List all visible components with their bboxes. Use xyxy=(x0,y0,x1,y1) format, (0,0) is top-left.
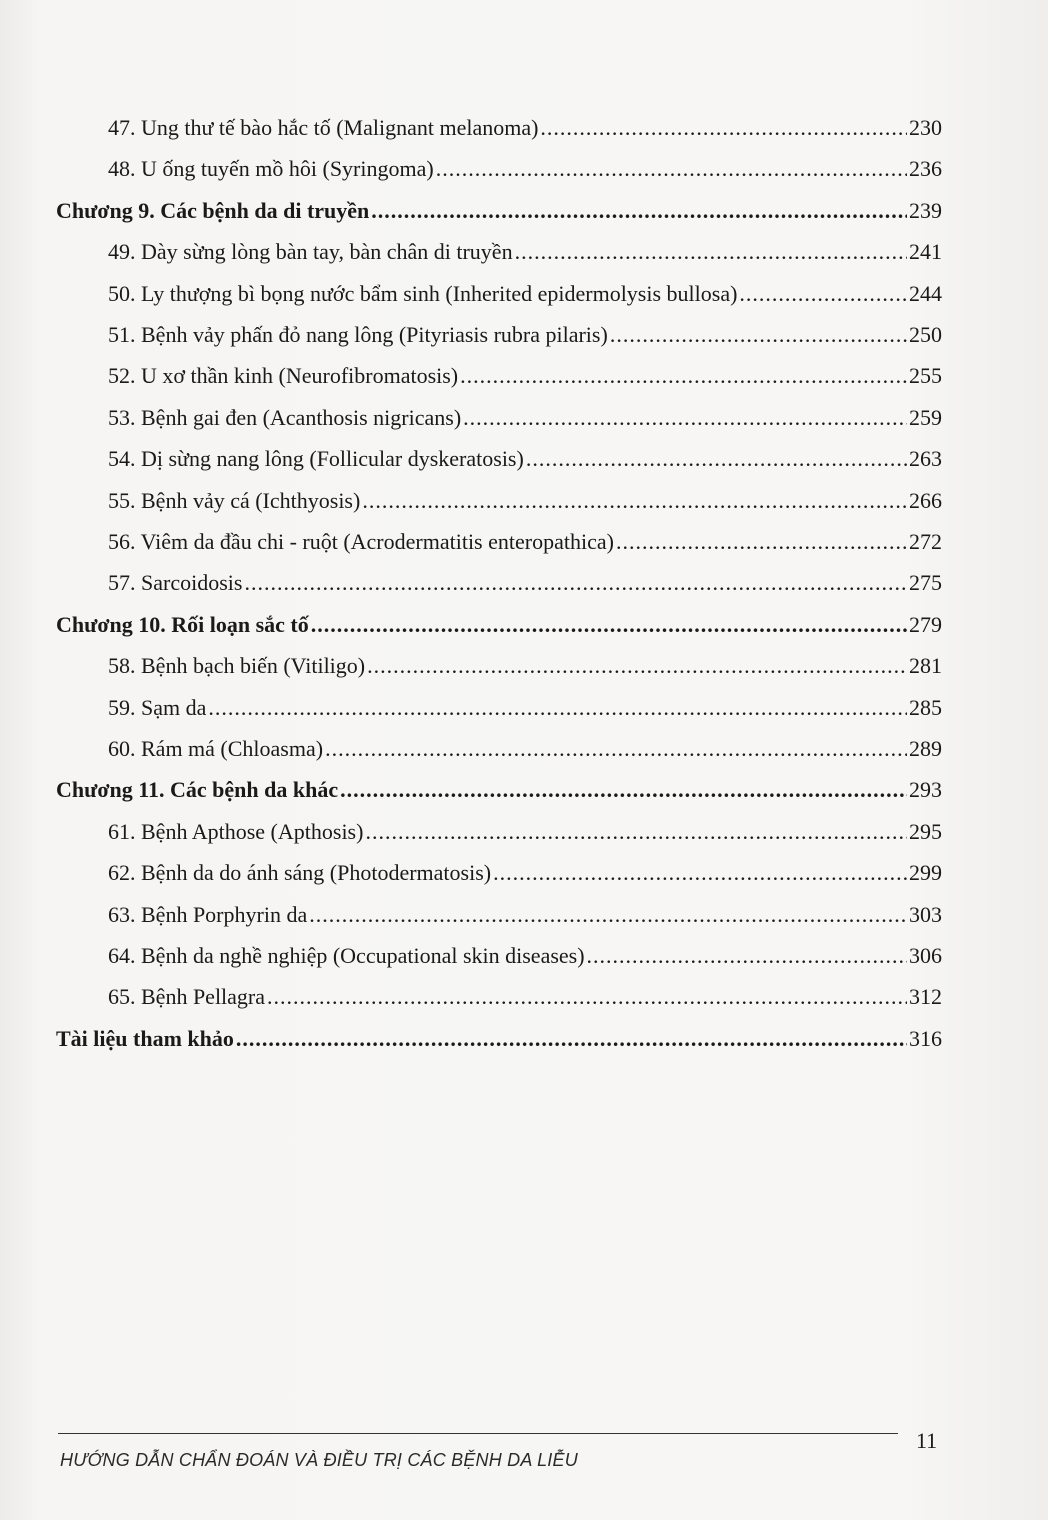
toc-entry xyxy=(108,155,942,183)
toc-entry xyxy=(108,445,942,473)
toc-entry-page: 295 xyxy=(909,819,942,844)
dot-leader xyxy=(236,1025,907,1053)
toc-entry-page: 293 xyxy=(909,777,942,802)
dot-leader xyxy=(208,694,907,722)
toc-entry-title: 52. U xơ thần kinh (Neurofibromatosis) xyxy=(108,363,459,388)
dot-leader xyxy=(436,155,907,183)
toc-entry-title: 60. Rám má (Chloasma) xyxy=(108,736,324,761)
dot-leader xyxy=(367,652,907,680)
toc-entry xyxy=(108,983,942,1011)
toc-entry-title: Chương 11. Các bệnh da khác xyxy=(56,777,339,802)
toc-entry-title: 59. Sạm da xyxy=(108,695,207,720)
dot-leader xyxy=(493,859,907,887)
dot-leader xyxy=(610,321,907,349)
toc-entry xyxy=(108,404,942,432)
toc-entry-page: 244 xyxy=(909,281,942,306)
dot-leader xyxy=(340,776,907,804)
toc-entry-title: Chương 9. Các bệnh da di truyền xyxy=(56,198,370,223)
toc-entry xyxy=(108,735,942,763)
dot-leader xyxy=(371,197,907,225)
dot-leader xyxy=(515,238,907,266)
toc-entry xyxy=(108,652,942,680)
toc-entry-page: 259 xyxy=(909,405,942,430)
toc-entry-page: 303 xyxy=(909,902,942,927)
toc-entry-page: 312 xyxy=(909,984,942,1009)
toc-entry xyxy=(108,321,942,349)
toc-entry-title: 63. Bệnh Porphyrin da xyxy=(108,902,308,927)
toc-entry xyxy=(108,818,942,846)
toc-entry-title: 53. Bệnh gai đen (Acanthosis nigricans) xyxy=(108,405,462,430)
toc-entry-title: Chương 10. Rối loạn sắc tố xyxy=(56,612,309,637)
dot-leader xyxy=(739,280,907,308)
toc-entry-page: 230 xyxy=(909,115,942,140)
toc-chapter-entry xyxy=(56,1025,942,1053)
dot-leader xyxy=(244,569,907,597)
toc-entry-page: 241 xyxy=(909,239,942,264)
dot-leader xyxy=(362,487,907,515)
toc-entry-page: 279 xyxy=(909,612,942,637)
toc-entry-page: 255 xyxy=(909,363,942,388)
toc-entry-page: 281 xyxy=(909,653,942,678)
dot-leader xyxy=(309,901,907,929)
toc-entry-title: 64. Bệnh da nghề nghiệp (Occupational skin diseases) xyxy=(108,943,585,968)
toc-entry-page: 306 xyxy=(909,943,942,968)
page-number: 11 xyxy=(916,1428,938,1453)
toc-entry-page: 316 xyxy=(909,1026,942,1051)
toc-entry-title: 65. Bệnh Pellagra xyxy=(108,984,266,1009)
toc-entry-page: 250 xyxy=(909,322,942,347)
toc-entry-title: 51. Bệnh vảy phấn đỏ nang lông (Pityriasis rubra pilaris) xyxy=(108,322,608,347)
toc-entry-title: 62. Bệnh da do ánh sáng (Photodermatosis) xyxy=(108,860,492,885)
dot-leader xyxy=(311,611,907,639)
toc-entry-title: 56. Viêm da đầu chi - ruột (Acrodermatitis enteropathica) xyxy=(108,529,614,554)
toc-entry-title: 54. Dị sừng nang lông (Follicular dyskeratosis) xyxy=(108,446,524,471)
toc-entry-page: 263 xyxy=(909,446,942,471)
dot-leader xyxy=(463,404,907,432)
dot-leader xyxy=(616,528,907,556)
toc-entry-page: 299 xyxy=(909,860,942,885)
toc-entry-page: 285 xyxy=(909,695,942,720)
toc-entry-title: Tài liệu tham khảo xyxy=(56,1026,234,1051)
toc-entry xyxy=(108,280,942,308)
dot-leader xyxy=(526,445,907,473)
toc-entry xyxy=(108,238,942,266)
toc-entry xyxy=(108,487,942,515)
toc-entry xyxy=(108,114,942,142)
toc-entry xyxy=(108,569,942,597)
toc-chapter-entry xyxy=(56,611,942,639)
dot-leader xyxy=(365,818,907,846)
toc-entry-title: 57. Sarcoidosis xyxy=(108,570,243,595)
toc-entry xyxy=(108,528,942,556)
toc-entry xyxy=(108,859,942,887)
toc-entry-page: 272 xyxy=(909,529,942,554)
toc-entry xyxy=(108,901,942,929)
dot-leader xyxy=(325,735,907,763)
footer-rule xyxy=(58,1433,898,1434)
dot-leader xyxy=(267,983,907,1011)
toc-chapter-entry xyxy=(56,776,942,804)
dot-leader xyxy=(587,942,907,970)
toc-entry-title: 47. Ung thư tế bào hắc tố (Malignant melanoma) xyxy=(108,115,539,140)
running-title: HƯỚNG DẪN CHẨN ĐOÁN VÀ ĐIỀU TRỊ CÁC BỆNH DA LIỄU xyxy=(60,1450,578,1470)
toc-entry-title: 50. Ly thượng bì bọng nước bẩm sinh (Inherited epidermolysis bullosa) xyxy=(108,281,738,306)
toc-entry-title: 55. Bệnh vảy cá (Ichthyosis) xyxy=(108,488,361,513)
toc-chapter-entry xyxy=(56,197,942,225)
toc-entry-page: 289 xyxy=(909,736,942,761)
toc-entry-title: 48. U ống tuyến mồ hôi (Syringoma) xyxy=(108,156,434,181)
toc-entry-page: 266 xyxy=(909,488,942,513)
dot-leader xyxy=(460,362,907,390)
toc-entry-title: 49. Dày sừng lòng bàn tay, bàn chân di truyền xyxy=(108,239,513,264)
toc-entry xyxy=(108,942,942,970)
toc-entry xyxy=(108,362,942,390)
dot-leader xyxy=(540,114,907,142)
toc-entry-title: 61. Bệnh Apthose (Apthosis) xyxy=(108,819,364,844)
toc-entry xyxy=(108,694,942,722)
toc-entry-title: 58. Bệnh bạch biến (Vitiligo) xyxy=(108,653,366,678)
toc-entry-page: 236 xyxy=(909,156,942,181)
toc-entry-page: 239 xyxy=(909,198,942,223)
toc-entry-page: 275 xyxy=(909,570,942,595)
